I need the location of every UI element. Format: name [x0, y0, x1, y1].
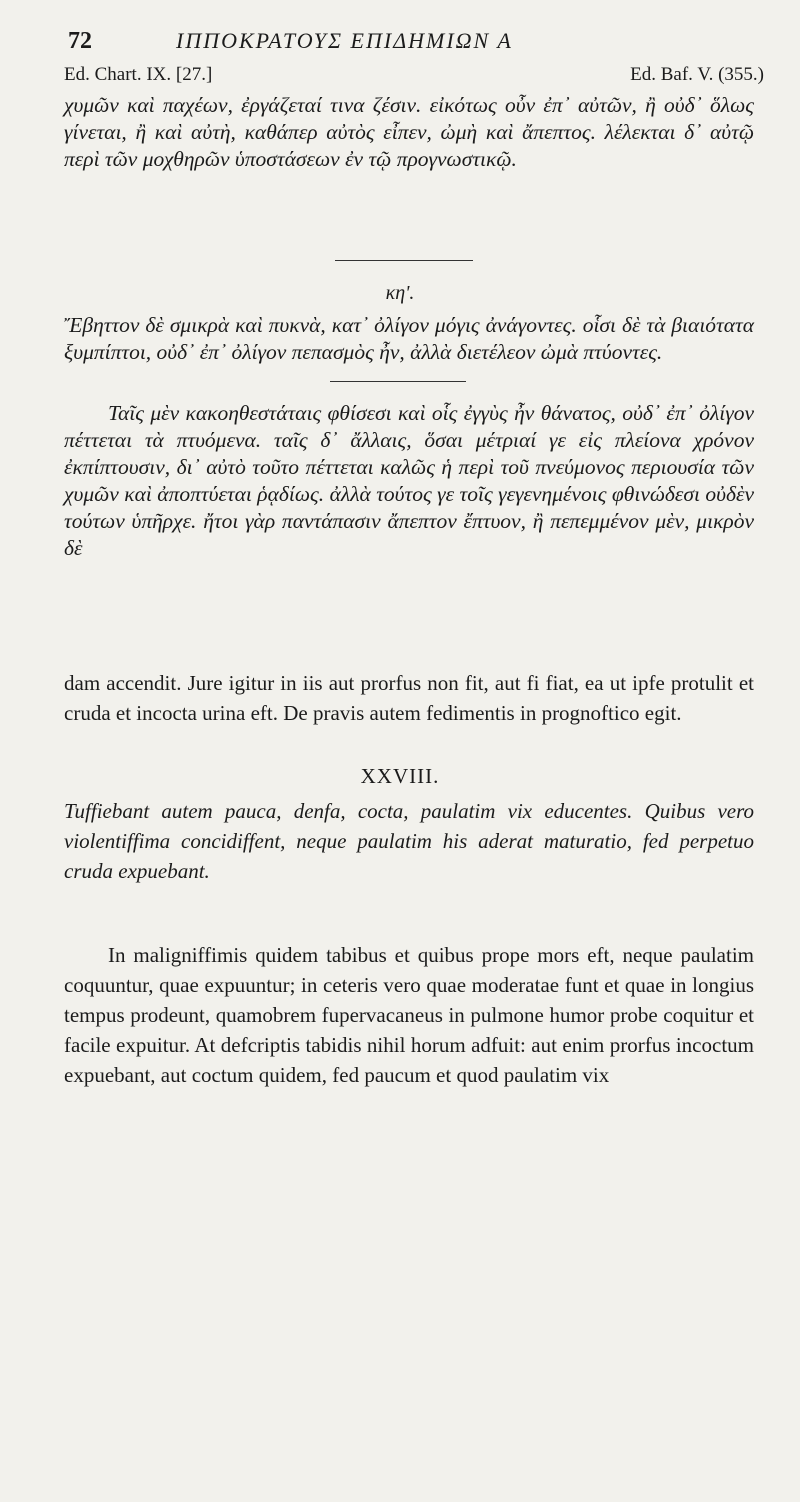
- running-head-title: ΙΠΠΟΚΡΑΤΟΥΣ ΕΠΙΔΗΜΙΩΝ Α: [176, 28, 513, 53]
- section-divider: [335, 260, 473, 261]
- greek-commentary: Ταῖς μὲν κακοηθεστάταις φθίσεσι καὶ οἷς ἐγγὺς ἦν θάνατος, οὐδ᾽ ἐπ᾽ ὀλίγον πέττεται τὰ πτυόμενα. ταῖς δ᾽ ἄλλαις, ὅσαι μέτριαί γε εἰς πλείονα χρόνον ἐκπίπτουσιν, δι᾽ αὐτὸ τοῦτο πέττεται καλῶς ἡ περὶ τοῦ πνεύμονος περιουσία τῶν χυμῶν καὶ ἀποπτύεται ῥᾳδίως. ἀλλὰ τούτος γε τοῖς γεγενημένοις φθινώδεσι οὐδὲν τούτων ὑπῆρχε. ἤτοι γὰρ παντάπασιν ἄπεπτον ἔπτυον, ἢ πεπεμμένον μὲν, μικρὸν δὲ: [64, 401, 754, 560]
- latin-lemma: Tuffiebant autem pauca, denfa, cocta, paulatim vix educentes. Quibus vero violentiffima concidiffent, neque paulatim his aderat maturatio, fed perpetuo cruda expuebant.: [64, 799, 754, 883]
- edition-ref-basel: Ed. Baf. V. (355.): [630, 64, 764, 85]
- section-number-latin: XXVIII.: [360, 764, 440, 788]
- section-number-greek: κη'.: [385, 282, 415, 304]
- greek-lemma: Ἔβηττον δὲ σμικρὰ καὶ πυκνὰ, κατ᾽ ὀλίγον μόγις ἀνάγοντες. οἷσι δὲ τὰ βιαιότατα ξυμπίπτοι, οὐδ᾽ ἐπ᾽ ὀλίγον πεπασμὸς ἦν, ἀλλὰ διετέλεον ὠμὰ πτύοντες.: [64, 313, 754, 364]
- latin-translation-continued: dam accendit. Jure igitur in iis aut prorfus non fit, aut fi fiat, ea ut ipfe protulit et cruda et incocta urina eft. De pravis autem fedimentis in prognoftico egit.: [64, 671, 754, 725]
- page-number: 72: [68, 28, 92, 54]
- latin-commentary: In maligniffimis quidem tabibus et quibus prope mors eft, neque paulatim coquuntur, quae expuuntur; in ceteris vero quae moderatae funt et quae in longius tempus prodeunt, quamobrem fupervacaneus in pulmone humor probe coquitur et facile expuitur. At defcriptis tabidis nihil horum adfuit: aut enim prorfus incoctum expuebant, aut coctum quidem, fed paucum et quod paulatim vix: [64, 943, 754, 1087]
- lemma-divider: [330, 381, 466, 382]
- edition-ref-chartier: Ed. Chart. IX. [27.]: [64, 64, 213, 85]
- running-header: [68, 22, 758, 62]
- greek-commentary-continued: χυμῶν καὶ παχέων, ἐργάζεταί τινα ζέσιν. εἰκότως οὖν ἐπ᾽ αὐτῶν, ἢ οὐδ᾽ ὅλως γίνεται, ἢ καὶ αὐτὴ, καθάπερ αὐτὸς εἶπεν, ὠμὴ καὶ ἄπεπτος. λέλεκται δ᾽ αὐτῷ περὶ τῶν μοχθηρῶν ὑποστάσεων ἐν τῷ προγνωστικῷ.: [64, 93, 754, 171]
- edition-references: [64, 64, 764, 90]
